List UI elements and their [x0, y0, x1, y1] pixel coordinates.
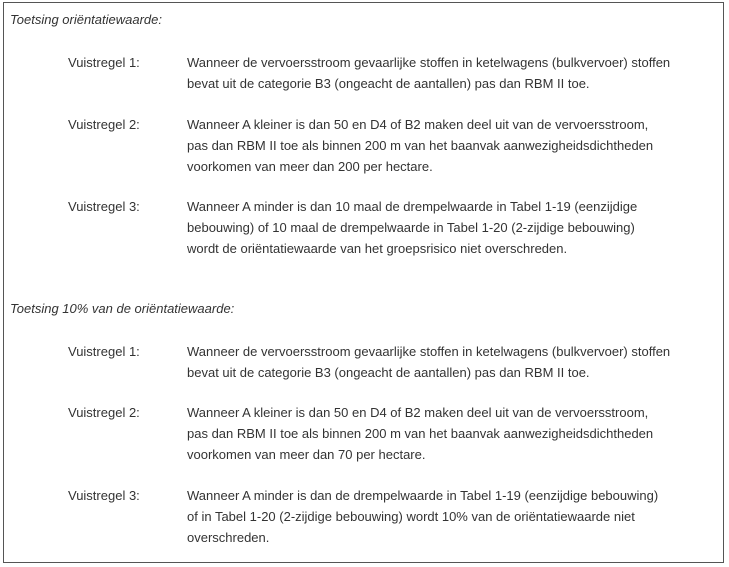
rule-text-line: bevat uit de categorie B3 (ongeacht de aantallen) pas dan RBM II toe.	[187, 76, 590, 91]
rule-label: Vuistregel 2:	[68, 405, 140, 420]
rule-text-line: of in Tabel 1-20 (2-zijdige bebouwing) wordt 10% van de oriëntatiewaarde niet	[187, 509, 635, 524]
rule-text-line: Wanneer A kleiner is dan 50 en D4 of B2 maken deel uit van de vervoersstroom,	[187, 117, 649, 132]
rule-text-line: voorkomen van meer dan 70 per hectare.	[187, 447, 426, 462]
rule-label: Vuistregel 3:	[68, 488, 140, 503]
rule-text	[187, 52, 720, 94]
rule-text-line: bebouwing) of 10 maal de drempelwaarde in Tabel 1-20 (2-zijdige bebouwing)	[187, 220, 635, 235]
rule-label: Vuistregel 3:	[68, 199, 140, 214]
rule-text-line: voorkomen van meer dan 200 per hectare.	[187, 159, 433, 174]
rule-text	[187, 341, 720, 383]
rule-text-line: Wanneer A minder is dan de drempelwaarde in Tabel 1-19 (eenzijdige bebouwing)	[187, 488, 659, 503]
rule-text-line: bevat uit de categorie B3 (ongeacht de aantallen) pas dan RBM II toe.	[187, 365, 590, 380]
document-frame	[3, 2, 724, 563]
rule-text-line: Wanneer de vervoersstroom gevaarlijke stoffen in ketelwagens (bulkvervoer) stoffen	[187, 344, 671, 359]
rule-text	[187, 485, 720, 548]
rule-text-line: overschreden.	[187, 530, 270, 545]
rule-text-line: wordt de oriëntatiewaarde van het groepsrisico niet overschreden.	[187, 241, 568, 256]
rule-text-line: Wanneer de vervoersstroom gevaarlijke stoffen in ketelwagens (bulkvervoer) stoffen	[187, 55, 671, 70]
rule-label: Vuistregel 1:	[68, 55, 140, 70]
section-heading: Toetsing oriëntatiewaarde:	[10, 12, 163, 27]
rule-text	[187, 196, 720, 259]
rule-text	[187, 114, 720, 177]
rule-text	[187, 402, 720, 465]
rule-text-line: Wanneer A kleiner is dan 50 en D4 of B2 maken deel uit van de vervoersstroom,	[187, 405, 649, 420]
rule-text-line: Wanneer A minder is dan 10 maal de drempelwaarde in Tabel 1-19 (eenzijdige	[187, 199, 638, 214]
rule-text-line: pas dan RBM II toe als binnen 200 m van het baanvak aanwezigheidsdichtheden	[187, 426, 654, 441]
rule-label: Vuistregel 2:	[68, 117, 140, 132]
section-heading: Toetsing 10% van de oriëntatiewaarde:	[10, 301, 235, 316]
rule-text-line: pas dan RBM II toe als binnen 200 m van het baanvak aanwezigheidsdichtheden	[187, 138, 654, 153]
rule-label: Vuistregel 1:	[68, 344, 140, 359]
